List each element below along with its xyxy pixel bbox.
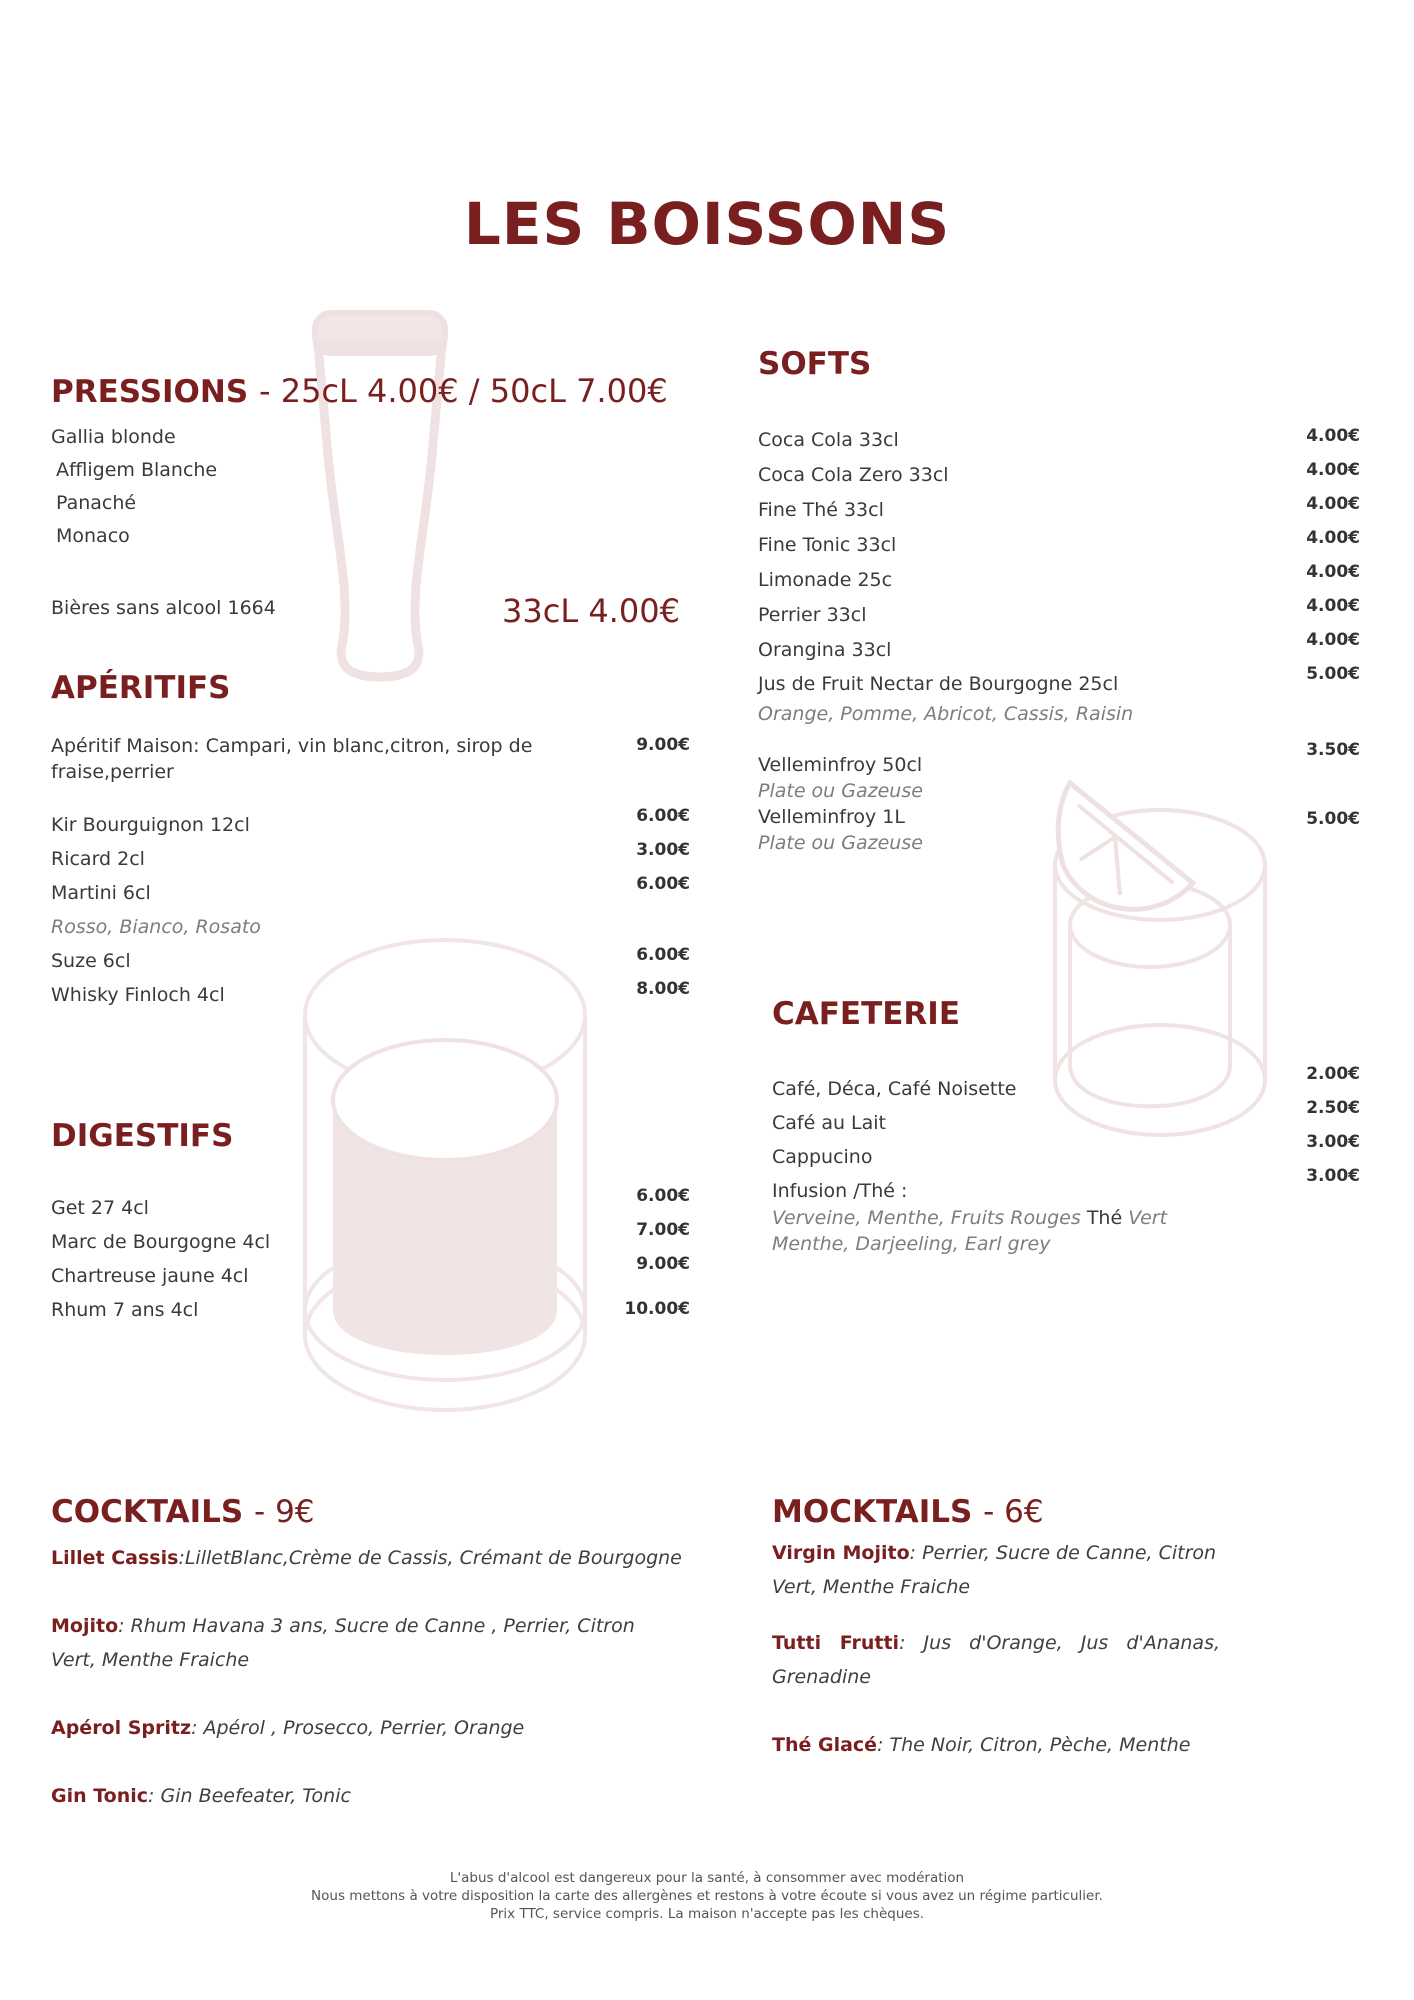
pressions-sizes: - 25cL 4.00€ / 50cL 7.00€	[258, 372, 668, 410]
digestif-item: Get 27 4cl	[51, 1197, 149, 1219]
soft-note: Orange, Pomme, Abricot, Cassis, Raisin	[758, 703, 1134, 725]
soft-item: Perrier 33cl	[758, 604, 867, 626]
soft-price: 4.00€	[1306, 460, 1360, 480]
cafeterie-price: 2.50€	[1306, 1098, 1360, 1118]
cocktail-item	[51, 1779, 691, 1813]
infusion-note-part1: Verveine, Menthe, Fruits Rouges	[772, 1207, 1081, 1229]
aperitif-price: 6.00€	[636, 874, 690, 894]
aperitif-item: Kir Bourguignon 12cl	[51, 814, 250, 836]
pressions-item: Affligem Blanche	[56, 459, 218, 481]
aperitif-item: Suze 6cl	[51, 950, 131, 972]
aperitif-item: Apéritif Maison: Campari, vin blanc,citron, sirop de fraise,perrier	[51, 735, 533, 783]
mocktail-item	[772, 1626, 1220, 1694]
footer-line: Prix TTC, service compris. La maison n'accepte pas les chèques.	[489, 1906, 925, 1922]
cafeterie-price: 3.00€	[1306, 1132, 1360, 1152]
digestif-price: 6.00€	[636, 1186, 690, 1206]
cafeterie-heading: CAFETERIE	[772, 996, 960, 1032]
footer	[0, 1869, 1414, 1923]
mocktail-name: Tutti Frutti	[772, 1632, 900, 1654]
soft-item: Fine Tonic 33cl	[758, 534, 897, 556]
mocktail-item	[772, 1728, 1222, 1762]
digestifs-heading: DIGESTIFS	[51, 1118, 234, 1154]
cocktails-heading	[51, 1494, 315, 1530]
soft-price: 4.00€	[1306, 562, 1360, 582]
soft-item: Fine Thé 33cl	[758, 499, 884, 521]
aperitif-price: 8.00€	[636, 979, 690, 999]
mocktail-desc: : The Noir, Citron, Pèche, Menthe	[877, 1734, 1191, 1756]
aperitif-price: 6.00€	[636, 806, 690, 826]
cocktail-desc: : Gin Beefeater, Tonic	[148, 1785, 351, 1807]
digestif-item: Marc de Bourgogne 4cl	[51, 1231, 271, 1253]
digestif-item: Chartreuse jaune 4cl	[51, 1265, 249, 1287]
soft-item: Jus de Fruit Nectar de Bourgogne 25cl	[758, 673, 1119, 695]
cocktail-name: Mojito	[51, 1615, 119, 1637]
mocktail-item	[772, 1536, 1222, 1604]
soft-price: 3.50€	[1306, 740, 1360, 760]
digestif-price: 7.00€	[636, 1220, 690, 1240]
aperitifs-heading: APÉRITIFS	[51, 670, 231, 706]
soft-item: Limonade 25c	[758, 569, 893, 591]
mocktails-heading	[772, 1494, 1044, 1530]
aperitif-price: 3.00€	[636, 840, 690, 860]
cafeterie-item: Café, Déca, Café Noisette	[772, 1078, 1017, 1100]
infusion-note-line2: Menthe, Darjeeling, Earl grey	[772, 1233, 1051, 1255]
digestif-price: 9.00€	[636, 1254, 690, 1274]
footer-line: L'abus d'alcool est dangereux pour la santé, à consommer avec modération	[449, 1870, 965, 1886]
soft-price: 5.00€	[1306, 664, 1360, 684]
mocktail-name: Virgin Mojito	[772, 1542, 910, 1564]
mocktail-desc: : Jus d'Orange, Jus d'Ananas, Grenadine	[772, 1632, 1221, 1688]
cocktail-item	[51, 1609, 681, 1677]
soft-item: Velleminfroy 50cl	[758, 754, 923, 776]
mocktails-price: - 6€	[983, 1494, 1044, 1530]
soft-price: 5.00€	[1306, 809, 1360, 829]
aperitif-item: Martini 6cl	[51, 882, 151, 904]
aperitif-note: Rosso, Bianco, Rosato	[51, 916, 261, 938]
pressions-item: Gallia blonde	[51, 426, 176, 448]
soft-note: Plate ou Gazeuse	[758, 832, 923, 854]
aperitif-item: Ricard 2cl	[51, 848, 145, 870]
cocktail-name: Apérol Spritz	[51, 1717, 192, 1739]
cocktail-name: Gin Tonic	[51, 1785, 149, 1807]
mocktails-title: MOCKTAILS	[772, 1494, 973, 1530]
cocktail-item	[51, 1711, 691, 1745]
digestif-item: Rhum 7 ans 4cl	[51, 1299, 199, 1321]
soft-note: Plate ou Gazeuse	[758, 780, 923, 802]
sans-alcool-name: Bières sans alcool 1664	[51, 597, 276, 619]
cafeterie-price: 3.00€	[1306, 1166, 1360, 1186]
footer-line: Nous mettons à votre disposition la carte des allergènes et restons à votre écoute si vous avez un régime particulier.	[311, 1888, 1103, 1904]
cafeterie-item: Infusion /Thé :	[772, 1180, 908, 1202]
digestif-price: 10.00€	[624, 1299, 690, 1319]
pressions-item: Monaco	[56, 525, 130, 547]
beer-glass-illustration	[300, 305, 460, 685]
soft-price: 4.00€	[1306, 426, 1360, 446]
cocktail-desc: : Rhum Havana 3 ans, Sucre de Canne , Perrier, Citron Vert, Menthe Fraiche	[51, 1615, 635, 1671]
soft-item: Coca Cola Zero 33cl	[758, 464, 949, 486]
soft-item: Orangina 33cl	[758, 639, 892, 661]
softs-heading: SOFTS	[758, 346, 872, 382]
sans-alcool-price: 33cL 4.00€	[502, 592, 680, 630]
infusion-note-the: Thé	[1086, 1207, 1123, 1229]
soft-price: 4.00€	[1306, 494, 1360, 514]
tumbler-glass-illustration	[295, 925, 595, 1425]
soft-price: 4.00€	[1306, 528, 1360, 548]
mocktail-desc: : Perrier, Sucre de Canne, Citron Vert, Menthe Fraiche	[772, 1542, 1217, 1598]
soft-item: Velleminfroy 1L	[758, 806, 905, 828]
pressions-heading	[51, 372, 668, 410]
cocktail-name: Lillet Cassis	[51, 1547, 179, 1569]
soft-price: 4.00€	[1306, 630, 1360, 650]
cocktail-desc: :LilletBlanc,Crème de Cassis, Crémant de Bourgogne	[178, 1547, 682, 1569]
aperitif-item: Whisky Finloch 4cl	[51, 984, 225, 1006]
page-title: LES BOISSONS	[463, 190, 951, 258]
cocktail-item	[51, 1541, 691, 1575]
mocktail-name: Thé Glacé	[772, 1734, 878, 1756]
cafeterie-item: Café au Lait	[772, 1112, 887, 1134]
pressions-title: PRESSIONS	[51, 374, 249, 410]
soft-item: Coca Cola 33cl	[758, 429, 899, 451]
soft-price: 4.00€	[1306, 596, 1360, 616]
pressions-item: Panaché	[56, 492, 137, 514]
lemon-glass-illustration	[1045, 775, 1275, 1150]
cocktails-price: - 9€	[254, 1494, 315, 1530]
infusion-note	[772, 1207, 1167, 1229]
aperitif-price: 6.00€	[636, 945, 690, 965]
cocktails-title: COCKTAILS	[51, 1494, 244, 1530]
cafeterie-item: Cappucino	[772, 1146, 873, 1168]
infusion-note-part2: Vert	[1128, 1207, 1168, 1229]
aperitif-price: 9.00€	[636, 735, 690, 755]
cafeterie-price: 2.00€	[1306, 1064, 1360, 1084]
cocktail-desc: : Apérol , Prosecco, Perrier, Orange	[191, 1717, 525, 1739]
